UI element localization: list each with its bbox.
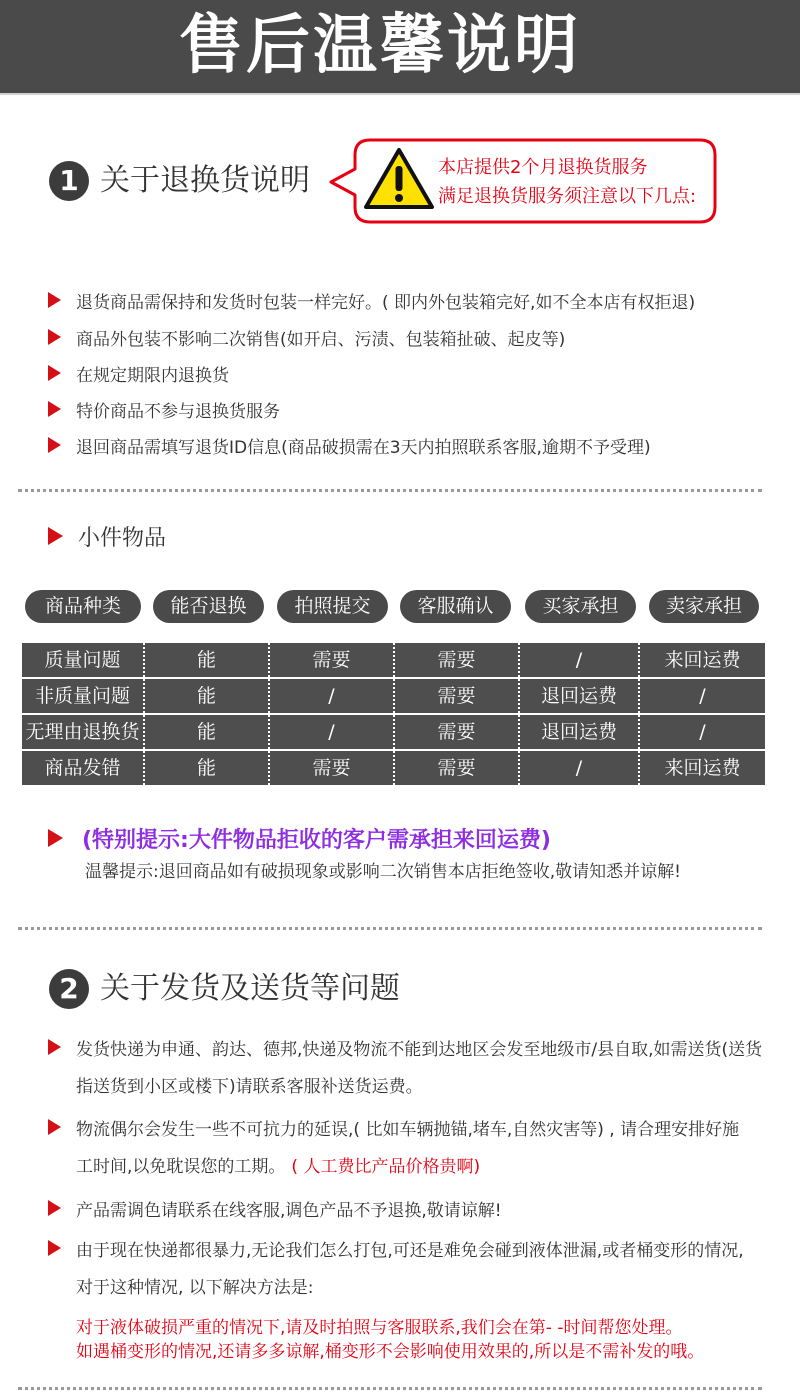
subsection-heading-text: 小件物品 [78,525,167,551]
callout-line: 本店提供2个月退换货服务 [438,157,648,178]
red-triangle-bullet-icon [48,1039,61,1055]
list-item-text: 物流偶尔会发生一些不可抗力的延误,( 比如车辆抛锚,堵车,自然灾害等) , 请合理安排好施 [76,1119,740,1140]
table-header-pill: 买家承担 [525,590,636,623]
list-item-continuation: 对于这种情况, 以下解决方法是: [76,1278,314,1298]
callout-bubble [325,137,720,227]
table-cell: / [699,721,706,743]
red-triangle-bullet-icon [48,365,61,381]
list-item-continuation: 指送货到小区或楼下)请联系客服补送货运费。 [76,1077,423,1097]
page-title: 售后温馨说明 [179,9,581,83]
table-cell: / [270,715,395,749]
red-triangle-bullet-icon [48,1240,61,1256]
table-cell: / [520,643,640,677]
table-cell: 需要 [395,751,520,785]
red-triangle-bullet-icon [48,401,61,417]
list-item-text: 由于现在快递都很暴力,无论我们怎么打包,可还是难免会碰到液体泄漏,或者桶变形的情况, [76,1240,744,1261]
table-cell: 商品发错 [22,751,145,785]
table-cell: 质量问题 [22,643,145,677]
list-item-continuation [76,1155,480,1179]
table-cell: 需要 [395,679,520,713]
list-item [48,325,565,349]
table-cell: 能 [145,643,270,677]
list-item [48,1035,762,1059]
list-item-text: 产品需调色请联系在线客服,调色产品不予退换,敬请谅解! [76,1200,502,1221]
list-item-text: 退回商品需填写退货ID信息(商品破损需在3天内拍照联系客服,逾期不予受理) [76,437,651,458]
list-item-text: 商品外包装不影响二次销售(如开启、污渍、包装箱扯破、起皮等) [76,329,566,350]
special-note-text: (特别提示:大件物品拒收的客户需承担来回运费) [82,827,551,853]
section-heading: 关于发货及送货等问题 [100,971,400,1006]
red-triangle-bullet-icon [48,527,63,545]
table-cell: 退回运费 [520,679,640,713]
table-cell: 需要 [270,751,395,785]
table-cell: / [270,679,395,713]
return-policy-table [22,643,765,787]
red-triangle-bullet-icon [48,1119,61,1135]
callout-line: 满足退换货服务须注意以下几点: [438,186,697,207]
section-number-badge: 1 [49,161,89,201]
table-cell: 能 [145,751,270,785]
header-bar [0,0,800,95]
table-row [22,643,765,677]
list-item [48,288,695,312]
highlight-text: ( 人工费比产品价格贵啊) [291,1157,481,1177]
table-row [22,715,765,749]
table-header-pill: 拍照提交 [277,590,388,623]
table-cell: 无理由退换货 [22,715,145,749]
warning-triangle-icon [363,146,435,212]
red-triangle-bullet-icon [48,329,61,345]
red-triangle-bullet-icon [48,1200,61,1216]
list-item [48,1236,744,1260]
red-triangle-bullet-icon [48,437,61,453]
table-row [22,679,765,713]
table-cell: 退回运费 [520,715,640,749]
table-header-pill: 商品种类 [25,590,141,623]
list-item-text: 发货快递为申通、韵达、德邦,快递及物流不能到达地区会发至地级市/县自取,如需送货(送货 [76,1039,763,1060]
table-cell: 非质量问题 [22,679,145,713]
section-number-badge: 2 [49,969,89,1009]
table-row [22,751,765,785]
list-item-text: 工时间,以免耽误您的工期。 [76,1157,286,1177]
list-item [48,433,651,457]
red-note: 如遇桶变形的情况,还请多多谅解,桶变形不会影响使用效果的,所以是不需补发的哦。 [76,1342,705,1362]
table-header-pill: 卖家承担 [649,590,759,623]
red-triangle-bullet-icon [48,829,63,847]
table-cell: / [699,685,706,707]
table-cell: / [520,751,640,785]
list-item [48,1196,502,1220]
subsection-heading [48,522,166,550]
warm-tip: 温馨提示:退回商品如有破损现象或影响二次销售本店拒绝签收,敬请知悉并谅解! [85,862,681,882]
list-item-text: 在规定期限内退换货 [76,365,229,386]
list-item [48,361,229,385]
red-triangle-bullet-icon [48,292,61,308]
list-item [48,1115,739,1139]
table-cell: 能 [145,679,270,713]
table-cell: 来回运费 [664,757,741,779]
red-note: 对于液体破损严重的情况下,请及时拍照与客服联系,我们会在第- -时间帮您处理。 [76,1318,683,1338]
table-cell: 需要 [270,643,395,677]
list-item-text: 特价商品不参与退换货服务 [76,401,280,422]
table-header-pill: 能否退换 [153,590,264,623]
table-cell: 需要 [395,643,520,677]
dotted-divider [18,489,762,492]
dotted-divider [18,1387,762,1390]
table-header-pill: 客服确认 [400,590,511,623]
table-cell: 来回运费 [664,649,741,671]
table-cell: 需要 [395,715,520,749]
special-note [48,824,551,852]
table-cell: 能 [145,715,270,749]
section-heading: 关于退换货说明 [100,163,310,198]
list-item [48,397,280,421]
list-item-text: 退货商品需保持和发货时包装一样完好。( 即内外包装箱完好,如不全本店有权拒退) [76,292,696,313]
dotted-divider [18,927,762,930]
